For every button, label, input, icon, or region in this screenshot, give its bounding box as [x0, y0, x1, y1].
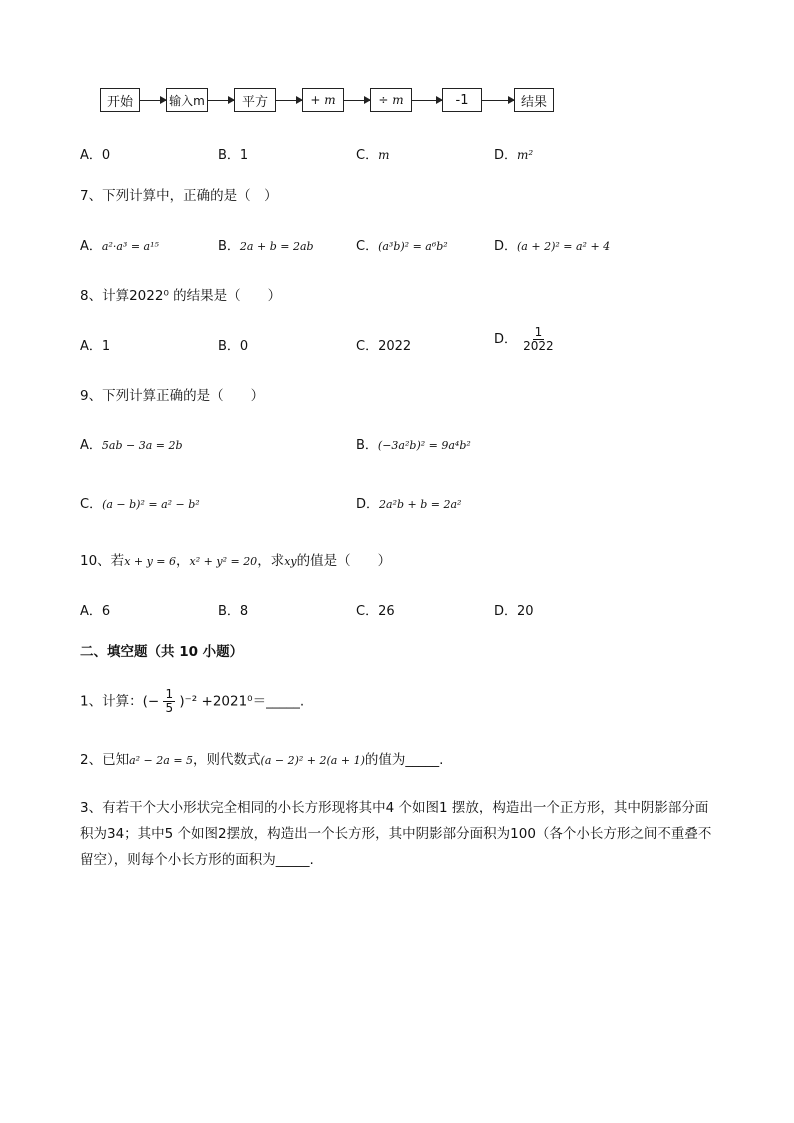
q9-option-a: A．5ab − 3a = 2b [80, 438, 183, 453]
fill-question-2: 2、已知a² − 2a = 5，则代数式(a − 2)² + 2(a + 1)的值为_____. [80, 752, 444, 768]
q8-option-a: A．1 [80, 339, 111, 354]
flow-arrow [140, 100, 166, 101]
flow-square-box: 平方 [234, 88, 276, 112]
flow-arrow [208, 100, 234, 101]
flow-arrow [276, 100, 302, 101]
q9-stem: 9、下列计算正确的是（ ） [80, 388, 265, 404]
q7-option-c: C．(a³b)² = a⁶b² [356, 239, 448, 254]
fill1-fraction: $\frac{1}{5}$ [165, 687, 174, 715]
flow-arrow [344, 100, 370, 101]
q7-option-a: A．a²·a³ = a¹⁵ [80, 239, 159, 254]
flow-plus-m-box: + m [302, 88, 344, 112]
q10-option-d: D．20 [494, 604, 534, 619]
q6-option-a: A．0 [80, 148, 111, 163]
q10-option-b: B．8 [218, 604, 249, 619]
flow-result-box: 结果 [514, 88, 554, 112]
q8-stem: 8、计算2022⁰ 的结果是（ ） [80, 288, 282, 304]
fill-question-1: 1、计算：(− $\frac{1}{5}$ )⁻² +2021⁰＝_____. [80, 687, 305, 715]
q10-option-a: A．6 [80, 604, 111, 619]
q6-option-b: B．1 [218, 148, 249, 163]
q6-option-c: C．m [356, 148, 390, 163]
flow-start-box: 开始 [100, 88, 140, 112]
q7-option-d: D．(a + 2)² = a² + 4 [494, 239, 611, 254]
q8-option-d: D． $\frac{1}{2022}$ [494, 325, 554, 353]
flow-div-m-box: ÷ m [370, 88, 412, 112]
flow-arrow [412, 100, 442, 101]
flow-minus-one-box: -1 [442, 88, 482, 112]
flow-arrow [482, 100, 514, 101]
flow-input-box: 输入m [166, 88, 208, 112]
q9-option-d: D．2a²b + b = 2a² [356, 497, 462, 512]
q7-option-b: B．2a + b = 2ab [218, 239, 314, 254]
q7-stem: 7、下列计算中，正确的是（ ） [80, 188, 278, 204]
q10-option-c: C．26 [356, 604, 395, 619]
q8-option-b: B．0 [218, 339, 249, 354]
fill-question-3: 3、有若干个大小形状完全相同的小长方形现将其中4 个如图1 摆放，构造出一个正方形，其中阴影部分面积为34；其中5 个如图2摆放，构造出一个长方形，其中阴影部分面积为100（各个小长方形之间不重叠不留空），则每个小长方形的面积为_____. [80, 800, 712, 868]
q10-stem: 10、若x + y = 6，x² + y² = 20，求xy的值是（ ） [80, 553, 392, 569]
section-title: 二、填空题（共 10 小题） [80, 644, 244, 660]
q9-option-b: B．(−3a²b)² = 9a⁴b² [356, 438, 471, 453]
q9-option-c: C．(a − b)² = a² − b² [80, 497, 200, 512]
q8-option-c: C．2022 [356, 339, 412, 354]
q6-option-d: D．m² [494, 148, 534, 163]
q8-fraction: $\frac{1}{2022}$ [523, 325, 554, 353]
